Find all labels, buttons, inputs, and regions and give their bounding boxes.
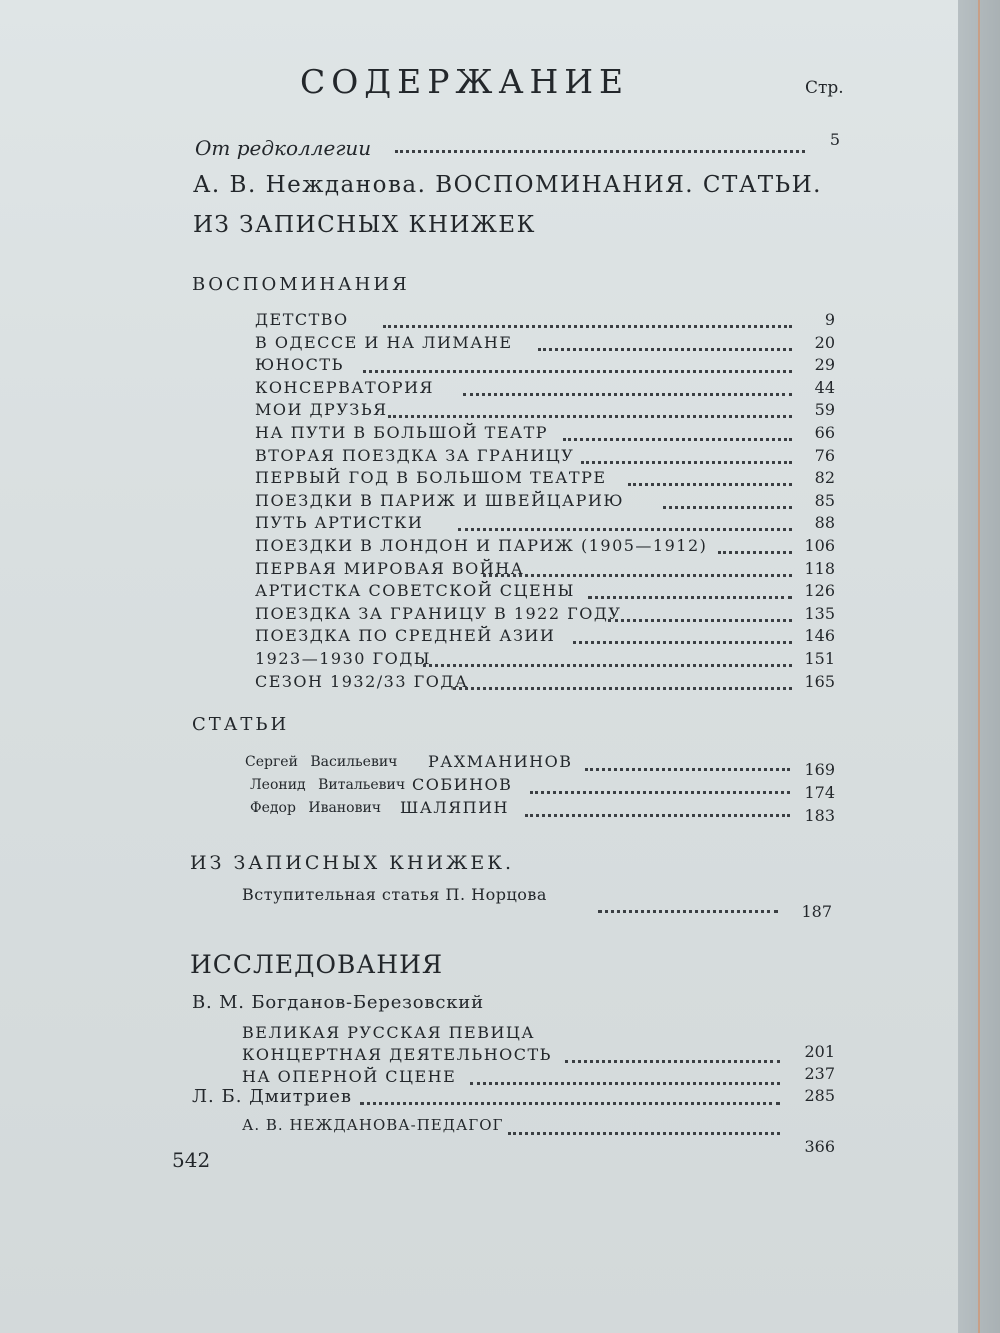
- research-author2-page: 285: [804, 1086, 835, 1105]
- memoir-entry-page: 118: [804, 559, 835, 578]
- memoir-entry: 1923—1930 ГОДЫ: [255, 649, 431, 668]
- part-heading-line1: А. В. Нежданова. ВОСПОМИНАНИЯ. СТАТЬИ.: [193, 172, 822, 198]
- leader-dots: [525, 814, 790, 817]
- page-number: 542: [172, 1148, 211, 1172]
- memoir-entry: ПОЕЗДКА ЗА ГРАНИЦУ В 1922 ГОДУ: [255, 604, 622, 623]
- memoir-entry: АРТИСТКА СОВЕТСКОЙ СЦЕНЫ: [255, 581, 575, 600]
- articles-heading: СТАТЬИ: [192, 714, 290, 735]
- page-edge-line: [978, 0, 980, 1333]
- memoir-entry: В ОДЕССЕ И НА ЛИМАНЕ: [255, 333, 513, 352]
- article-author-name: Сергей Васильевич: [245, 754, 398, 770]
- leader-dots: [395, 150, 805, 153]
- leader-dots: [463, 393, 792, 396]
- memoir-entry-page: 165: [804, 672, 835, 691]
- article-author-surname: РАХМАНИНОВ: [428, 752, 573, 771]
- memoir-entry: КОНСЕРВАТОРИЯ: [255, 378, 434, 397]
- memoir-entry: МОИ ДРУЗЬЯ: [255, 400, 388, 419]
- research-item-page: 237: [804, 1064, 835, 1083]
- leader-dots: [458, 528, 792, 531]
- article-author-surname: ШАЛЯПИН: [400, 798, 510, 817]
- memoir-entry-page: 88: [814, 513, 835, 532]
- memoir-entry-page: 44: [814, 378, 835, 397]
- leader-dots: [573, 641, 792, 644]
- memoir-entry-page: 135: [804, 604, 835, 623]
- leader-dots: [360, 1102, 780, 1105]
- leader-dots: [383, 325, 792, 328]
- research-item: ВЕЛИКАЯ РУССКАЯ ПЕВИЦА: [242, 1023, 535, 1042]
- leader-dots: [563, 438, 792, 441]
- leader-dots: [565, 1060, 780, 1063]
- research-author1: В. М. Богданов-Березовский: [192, 992, 484, 1013]
- research-item: А. В. НЕЖДАНОВА-ПЕДАГОГ: [242, 1116, 504, 1134]
- editorial-page: 5: [829, 130, 840, 149]
- part-heading-line2: ИЗ ЗАПИСНЫХ КНИЖЕК: [193, 212, 536, 238]
- memoir-entry-page: 151: [804, 649, 835, 668]
- research-item-page: 201: [804, 1042, 835, 1061]
- leader-dots: [538, 348, 792, 351]
- article-page: 174: [804, 783, 835, 802]
- memoir-entry: ДЕТСТВО: [255, 310, 349, 329]
- leader-dots: [423, 664, 792, 667]
- page-column-label: Стр.: [805, 78, 844, 98]
- memoir-entry: ПУТЬ АРТИСТКИ: [255, 513, 424, 532]
- page-title: СОДЕРЖАНИЕ: [300, 62, 630, 101]
- memoir-entry: СЕЗОН 1932/33 ГОДА: [255, 672, 469, 691]
- memoir-entry-page: 29: [814, 355, 835, 374]
- memoir-entry: ПЕРВЫЙ ГОД В БОЛЬШОМ ТЕАТРЕ: [255, 468, 607, 487]
- memoir-entry-page: 85: [814, 491, 835, 510]
- memoir-entry: ПЕРВАЯ МИРОВАЯ ВОЙНА: [255, 559, 525, 578]
- leader-dots: [588, 596, 792, 599]
- leader-dots: [470, 1082, 780, 1085]
- research-item: НА ОПЕРНОЙ СЦЕНЕ: [242, 1067, 457, 1086]
- memoir-entry: ЮНОСТЬ: [255, 355, 344, 374]
- leader-dots: [585, 768, 790, 771]
- memoir-entry-page: 76: [814, 446, 835, 465]
- leader-dots: [530, 791, 790, 794]
- research-item: КОНЦЕРТНАЯ ДЕЯТЕЛЬНОСТЬ: [242, 1045, 552, 1064]
- article-page: 183: [804, 806, 835, 825]
- memoir-entry-page: 82: [814, 468, 835, 487]
- memoir-entry: ВТОРАЯ ПОЕЗДКА ЗА ГРАНИЦУ: [255, 446, 575, 465]
- notebooks-intro: Вступительная статья П. Норцова: [242, 885, 547, 904]
- leader-dots: [628, 483, 792, 486]
- leader-dots: [598, 910, 778, 913]
- memoir-entry-page: 146: [804, 626, 835, 645]
- article-author-name: Леонид Витальевич: [250, 777, 406, 793]
- leader-dots: [388, 415, 792, 418]
- article-author-surname: СОБИНОВ: [412, 775, 513, 794]
- leader-dots: [608, 619, 792, 622]
- leader-dots: [508, 1132, 780, 1135]
- notebooks-intro-page: 187: [801, 902, 832, 921]
- memoir-entry: ПОЕЗДКИ В ЛОНДОН И ПАРИЖ (1905—1912): [255, 536, 708, 555]
- editorial-entry: От редколлегии: [195, 136, 372, 160]
- leader-dots: [663, 506, 792, 509]
- article-page: 169: [804, 760, 835, 779]
- memoir-entry-page: 126: [804, 581, 835, 600]
- memoirs-heading: ВОСПОМИНАНИЯ: [192, 274, 410, 295]
- memoir-entry: ПОЕЗДКИ В ПАРИЖ И ШВЕЙЦАРИЮ: [255, 491, 624, 510]
- memoir-entry-page: 9: [824, 310, 835, 329]
- memoir-entry-page: 59: [814, 400, 835, 419]
- memoir-entry-page: 66: [814, 423, 835, 442]
- memoir-entry-page: 106: [804, 536, 835, 555]
- leader-dots: [453, 687, 792, 690]
- leader-dots: [581, 461, 792, 464]
- memoir-entry: ПОЕЗДКА ПО СРЕДНЕЙ АЗИИ: [255, 626, 556, 645]
- article-author-name: Федор Иванович: [250, 800, 382, 816]
- notebooks-heading: ИЗ ЗАПИСНЫХ КНИЖЕК.: [190, 852, 514, 874]
- leader-dots: [363, 370, 792, 373]
- memoir-entry-page: 20: [814, 333, 835, 352]
- leader-dots: [483, 574, 792, 577]
- research-author2: Л. Б. Дмитриев: [192, 1086, 353, 1107]
- research-item-page: 366: [804, 1137, 835, 1156]
- research-heading: ИССЛЕДОВАНИЯ: [190, 950, 444, 979]
- memoir-entry: НА ПУТИ В БОЛЬШОЙ ТЕАТР: [255, 423, 549, 442]
